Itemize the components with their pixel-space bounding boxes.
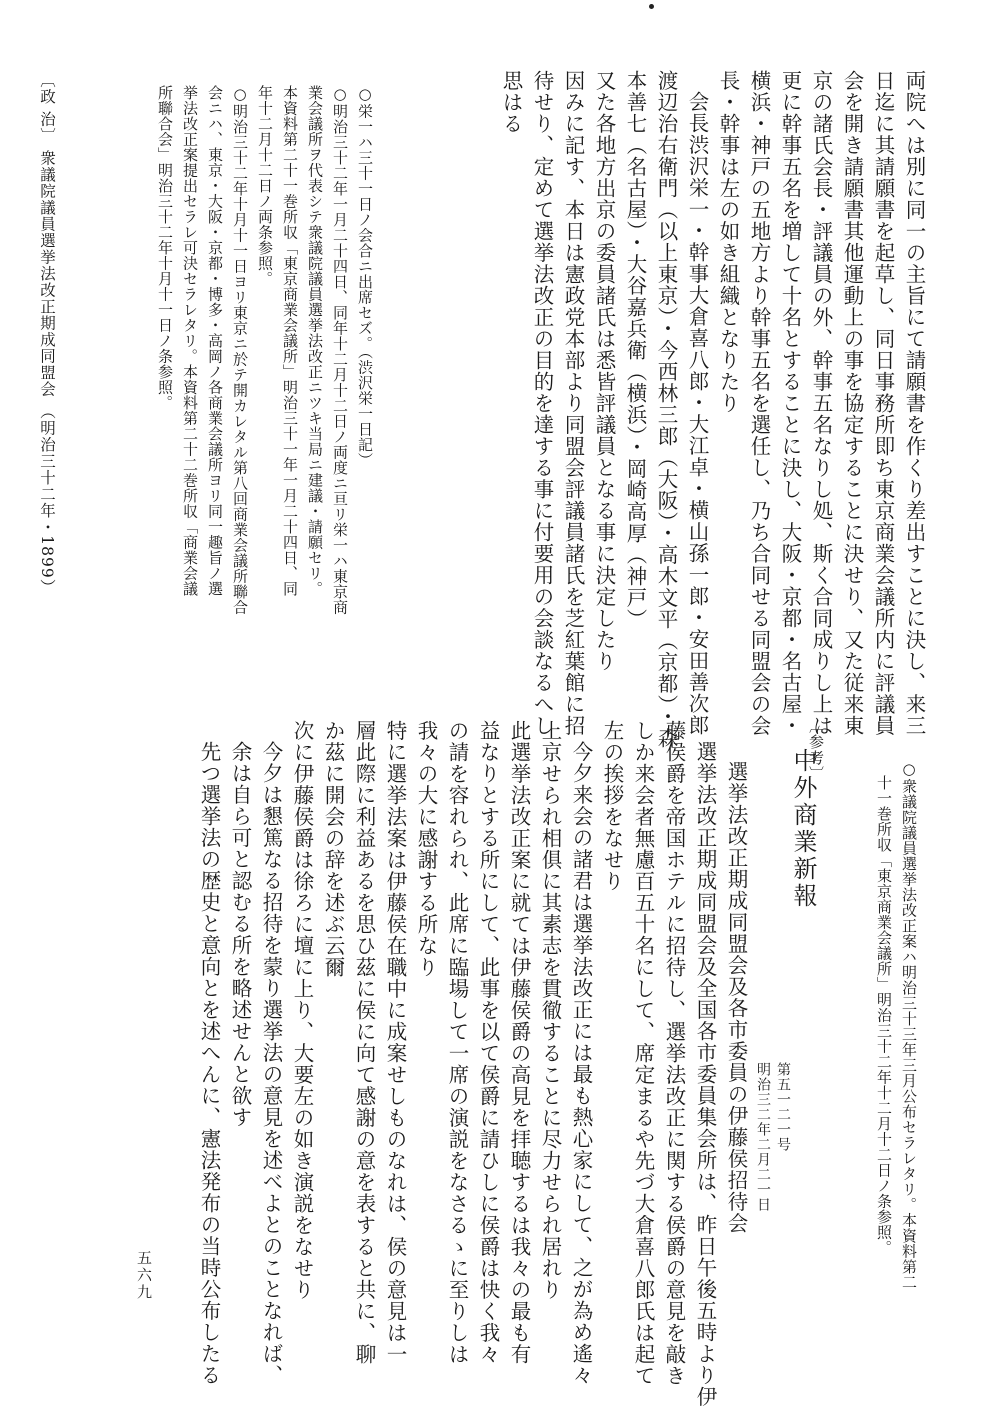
note-line: ○明治三十二年十月十一日ヨリ東京ニ於テ開カレタル第八回商業会議所聯合: [231, 85, 249, 615]
note-line: 会ニハ、東京・大阪・京都・博多・高岡ノ各商業会議所ヨリ同一趣旨ノ選: [206, 85, 224, 597]
text-line: 此選挙法改正案に就ては伊藤侯爵の高見を拝聴するは我々の最も有: [507, 720, 531, 1365]
note-line: 年十二月十二日ノ両条参照。: [256, 85, 274, 287]
lower-editorial-notes: [871, 760, 921, 1360]
text-line: 先つ選挙法の歴史と意向とを述へんに、憲法発布の当時公布したる: [197, 740, 221, 1386]
text-line: 選挙法改正期成同盟会及全国各市委員集会所は、昨日午後五時より伊: [693, 740, 717, 1407]
text-line: 我々の大に感謝する所なり: [414, 720, 438, 978]
lower-article-text: [193, 720, 751, 1407]
note-line: ○衆議院議員選挙法改正案ハ明治三十三年三月公布セラレタリ。本資料第二: [900, 760, 918, 1290]
text-line: 両院へは別に同一の主旨にて請願書を作くり差出すことに決し、来三: [902, 70, 926, 737]
text-line: 日迄に其請願書を起草し、同日事務所即ち東京商業会議所内に評議員: [871, 70, 895, 737]
issue-date: 明治三二年二月二一日: [755, 1062, 771, 1212]
text-line: 今夕来会の諸君は選挙法改正には最も熱心家にして、之が為め遙々: [569, 740, 593, 1386]
text-line: 上京せられ相俱に其素志を貫徹することに尽力せられ居れり: [538, 720, 562, 1301]
note-line: 所聯合会」明治三十二年十月十一日ノ条参照。: [156, 85, 174, 411]
print-mark: [649, 4, 654, 9]
text-line: 因みに記す、本日は憲政党本部より同盟会評議員諸氏を芝紅葉館に招: [561, 70, 585, 737]
text-line: 次に伊藤侯爵は徐ろに壇に上り、大要左の如き演説をなせり: [290, 720, 314, 1301]
text-line: 又た各地方出京の委員諸氏は悉皆評議員となる事に決定したり: [592, 70, 616, 672]
text-line: 層此際に利益あるを思ひ茲に侯に向て感謝の意を表すると共に、聊: [352, 720, 376, 1365]
upper-body-text: [495, 70, 929, 749]
note-line: ○栄一ハ三十一日ノ会合ニ出席セズ。（渋沢栄一日記）: [356, 85, 374, 468]
text-line: 長・幹事は左の如き組織となりたり: [716, 70, 740, 414]
text-line: 会を開き請願書其他運動上の事を協定することに決せり、又た従来東: [840, 70, 864, 737]
issue-number: 第五一二一号: [775, 1062, 791, 1152]
note-line: 業会議所ヲ代表シテ衆議院議員選挙法改正ニツキ当局ニ建議・請願セリ。: [306, 85, 324, 597]
text-line: 京の諸氏会長・評議員の外、幹事五名なりし処、斯く合同成りし上は: [809, 70, 833, 737]
text-line: 待せり、定めて選挙法改正の目的を達する事に付要用の会談なるへし: [530, 70, 554, 737]
newspaper-title: 中外商業新報: [789, 748, 817, 910]
issue-info: [753, 1062, 793, 1212]
text-line: 益なりとする所にして、此事を以て侯爵に請ひしに侯爵は快く我々: [476, 720, 500, 1365]
note-line: ○明治三十二年一月二十四日、同年十二月十二日ノ両度ニ亘リ栄一ハ東京商: [331, 85, 349, 615]
text-line: しか来会者無慮百五十名にして、席定まるや先づ大倉喜八郎氏は起て: [631, 720, 655, 1387]
text-line: 藤侯爵を帝国ホテルに招待し、選挙法改正に関する侯爵の意見を敲き: [662, 720, 686, 1387]
text-line: 本善七（名古屋）・大谷嘉兵衛（横浜）・岡崎高厚（神戸）: [623, 70, 647, 630]
running-head: 〔政 治〕 衆議院議員選挙法改正期成同盟会 （明治三十二年・1899）: [38, 72, 56, 596]
text-line: 余は自ら可と認むる所を略述せんと欲す: [228, 740, 252, 1128]
text-line: 渡辺治右衛門（以上東京）・今西林三郎（大阪）・高木文平（京都）・森: [654, 70, 678, 749]
reference-label: 〔参考〕: [807, 718, 825, 782]
page-number: 五六九: [135, 1250, 153, 1301]
text-line: 横浜・神戸の五地方より幹事五名を選任し、乃ち合同せる同盟会の会: [747, 70, 771, 737]
upper-editorial-notes: [152, 70, 377, 662]
text-line: 更に幹事五名を増して十名とすることに決し、大阪・京都・名古屋・: [778, 70, 802, 737]
text-line: 思はる: [499, 70, 523, 135]
newspaper-title-wrap: [786, 742, 821, 910]
text-line: か茲に開会の辞を述ぶ云爾: [321, 720, 345, 978]
note-line: 挙法改正案提出セラレ可決セラレタリ。本資料第二十二巻所収「商業会議: [181, 85, 199, 597]
text-line: 今夕は懇篤なる招待を蒙り選挙法の意見を述べよとのことなれば、: [259, 740, 283, 1386]
note-line: 十一巻所収「東京商業会議所」明治三十二年十二月十二日ノ条参照。: [875, 775, 893, 1256]
text-line: の請を容れられ、此席に臨場して一席の演説をなさるゝに至りしは: [445, 720, 469, 1365]
text-line: 会長渋沢栄一・幹事大倉喜八郎・大江卓・横山孫一郎・安田善次郎: [685, 90, 709, 736]
article-heading: 選挙法改正期成同盟会及各市委員の伊藤侯招待会: [724, 761, 748, 1234]
text-line: 左の挨拶をなせり: [600, 720, 624, 892]
text-line: 特に選挙法案は伊藤侯在職中に成案せしものなれは、侯の意見は一: [383, 720, 407, 1365]
note-line: 本資料第二十一巻所収「東京商業会議所」明治三十一年一月二十四日、同: [281, 85, 299, 597]
